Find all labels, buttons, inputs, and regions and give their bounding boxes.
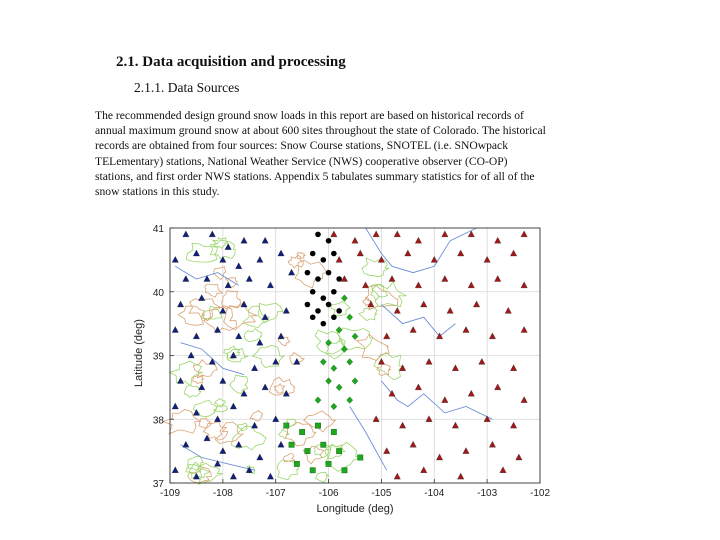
station-square — [342, 468, 347, 473]
station-circle — [315, 276, 321, 282]
station-square — [299, 429, 304, 434]
y-tick-label: 40 — [152, 287, 164, 299]
y-tick-label: 37 — [152, 479, 164, 490]
station-circle — [336, 308, 342, 314]
station-square — [294, 461, 299, 466]
x-tick-label: -105 — [371, 488, 392, 499]
x-tick-label: -106 — [318, 488, 339, 499]
paragraph-line: snow stations in this study. — [95, 185, 220, 199]
station-square — [305, 448, 310, 453]
x-axis-label: Longitude (deg) — [316, 503, 394, 515]
station-circle — [320, 295, 326, 301]
y-tick-label: 39 — [152, 351, 164, 363]
station-circle — [320, 257, 326, 263]
station-circle — [315, 308, 321, 314]
section-heading: 2.1. Data acquisition and processing — [116, 54, 346, 70]
station-circle — [331, 251, 337, 257]
station-square — [336, 448, 341, 453]
station-circle — [305, 270, 311, 276]
station-circle — [331, 289, 337, 295]
paragraph-line: TELementary) stations, National Weather Service (NWS) cooperative observer (CO-OP) — [95, 154, 508, 168]
x-tick-label: -102 — [529, 488, 551, 499]
station-circle — [305, 302, 311, 308]
station-square — [358, 455, 363, 460]
y-axis-label: Latitude (deg) — [133, 319, 145, 387]
paragraph-line: annual maximum ground snow at about 600 sites throughout the state of Colorado. The historical — [95, 124, 546, 138]
station-circle — [326, 270, 332, 276]
y-tick-label: 41 — [152, 224, 164, 235]
station-circle — [326, 302, 332, 308]
station-circle — [326, 238, 332, 244]
x-tick-label: -107 — [265, 488, 286, 499]
x-tick-label: -108 — [212, 488, 233, 499]
station-circle — [310, 251, 316, 257]
x-tick-label: -109 — [159, 488, 181, 499]
y-tick-label: 38 — [152, 415, 164, 427]
station-circle — [336, 276, 342, 282]
station-circle — [315, 232, 321, 238]
station-square — [310, 468, 315, 473]
station-square — [331, 429, 336, 434]
station-circle — [331, 314, 337, 320]
paragraph-line: records are obtained from four sources: Snow Course stations, SNOTEL (i.e. SNOwpack — [95, 139, 508, 153]
station-square — [315, 423, 320, 428]
station-circle — [320, 321, 326, 327]
x-tick-label: -104 — [424, 488, 445, 499]
station-map-figure — [130, 220, 551, 515]
paragraph-line: stations, and first order NWS stations. Appendix 5 tabulates summary statistics for of all of the — [95, 169, 535, 183]
station-square — [289, 442, 294, 447]
body-paragraph — [95, 108, 625, 199]
x-tick-label: -103 — [477, 488, 498, 499]
paragraph-line: The recommended design ground snow loads in this report are based on historical records of — [95, 109, 524, 122]
subsection-heading: 2.1.1. Data Sources — [134, 80, 240, 95]
station-circle — [310, 314, 316, 320]
station-circle — [310, 289, 316, 295]
station-square — [326, 461, 331, 466]
station-square — [321, 442, 326, 447]
station-square — [284, 423, 289, 428]
